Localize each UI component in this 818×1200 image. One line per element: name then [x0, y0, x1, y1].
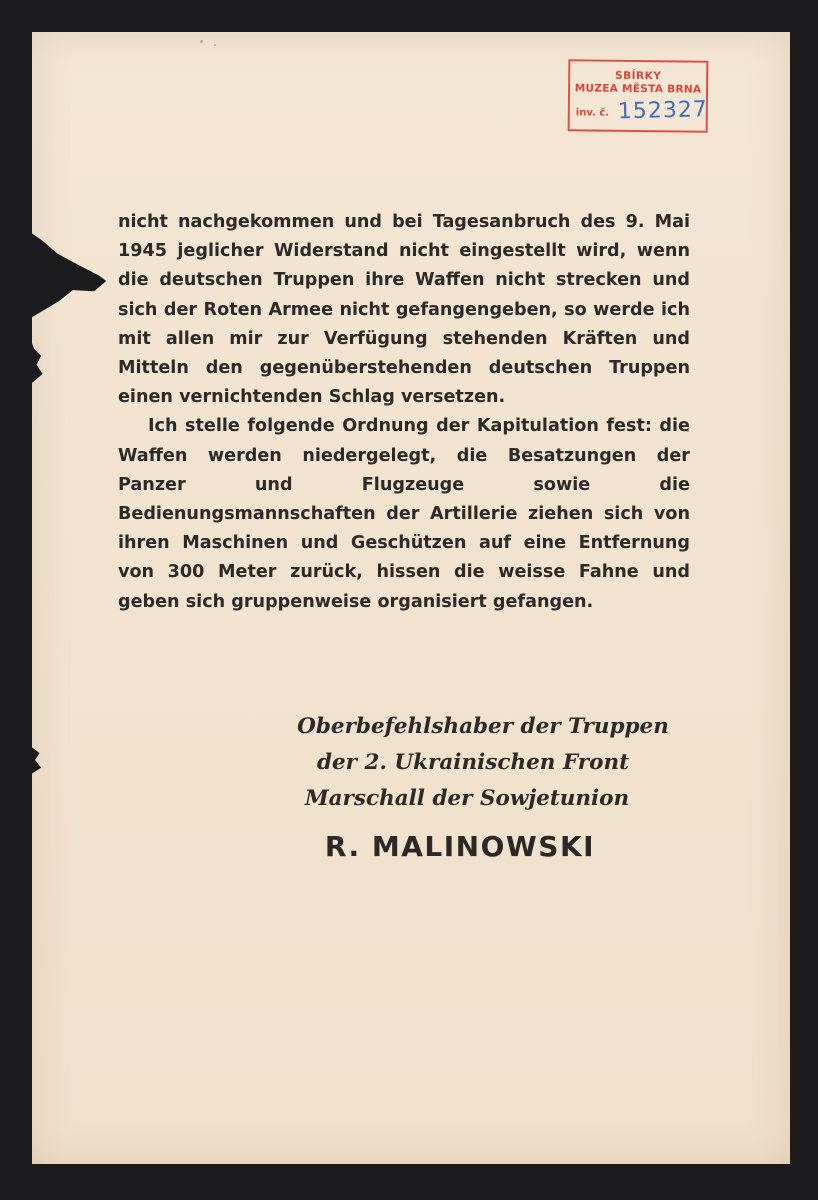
- stamp-inventory-label: inv. č.: [575, 107, 610, 119]
- stamp-museum-name: MUZEA MĚSTA BRNA: [574, 82, 702, 96]
- signature-title-line: Oberbefehlshaber der Truppen: [297, 714, 669, 739]
- stamp-title: SBÍRKY: [614, 69, 662, 83]
- paper-speck: [214, 44, 216, 46]
- stamp-inventory-number: 152327: [617, 97, 709, 125]
- body-paragraph: nicht nachgekommen und bei Tagesanbruch des 9. Mai 1945 jeglicher Widerstand nicht eingestellt wird, wenn die deutschen Truppen ihre Waffen nicht strecken und sich der Roten Armee nicht gefangengeben, so werde ich mit allen mir zur Verfügung stehenden Kräften und Mitteln den gegenüberstehenden deutschen Truppen einen vernichtenden Schlag versetzen.: [118, 212, 690, 408]
- paper-speck: [200, 40, 203, 43]
- body-paragraph: Ich stelle folgende Ordnung der Kapitulation fest: die Waffen werden niedergelegt, die Besatzungen der Panzer und Flugzeuge sowie die Bedienungsmannschaften der Artillerie ziehen sich von ihren Maschinen und Geschützen auf eine Entfernung von 300 Meter zurück, hissen die weisse Fahne und geben sich gruppenweise organisiert gefangen.: [118, 416, 690, 612]
- signature-rank-line: Marschall der Sowjetunion: [304, 786, 630, 811]
- signature-front-line: der 2. Ukrainischen Front: [316, 750, 630, 775]
- signature-name: R. MALINOWSKI: [324, 830, 596, 863]
- museum-collection-stamp: [568, 59, 709, 132]
- leaflet-body: [118, 208, 690, 617]
